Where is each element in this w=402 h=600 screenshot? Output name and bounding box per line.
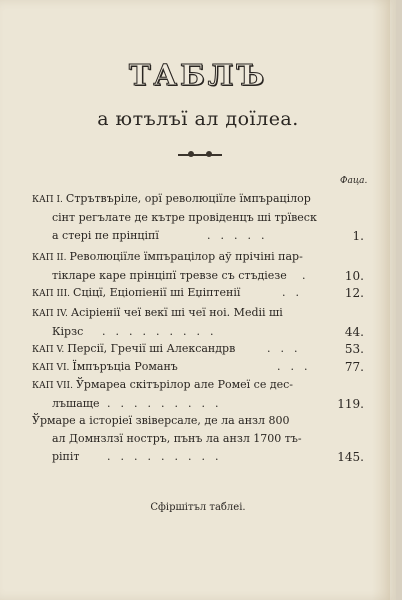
- toc-entry: [32, 248, 364, 285]
- entry-line: Ўрмареа скітърілор але Ромеї се дес-: [75, 378, 294, 391]
- leader-dots: ...: [267, 342, 308, 355]
- toc-entry: [32, 412, 364, 466]
- page-number: 77.: [344, 360, 364, 374]
- toc-entry: [32, 284, 364, 303]
- entry-line: лъшаще: [52, 397, 100, 410]
- chapter-label: КАП ІІ.: [32, 253, 67, 263]
- entry-line: Сціцї, Еціопіенії ші Еџіптенії: [73, 286, 241, 299]
- chapter-label: КАП ІV.: [32, 309, 68, 319]
- toc-entry: [32, 376, 364, 413]
- entry-line: тікларе каре прінціпї тревзе съ стъдіезе: [52, 269, 287, 282]
- page-title: ТАБЛЪ: [128, 58, 268, 92]
- toc-entry: [32, 304, 364, 341]
- entry-line: Персії, Гречії ші Александрв: [67, 342, 236, 355]
- leader-dots: .: [302, 269, 316, 282]
- entry-line: сінт регълате де кътре провіденцъ ші трївеск: [52, 211, 317, 224]
- page-number: 1.: [352, 229, 364, 243]
- leader-dots: .........: [107, 397, 229, 410]
- entry-line: а стері пе прінціпї: [52, 229, 159, 242]
- toc-entry: [32, 190, 364, 245]
- page-subtitle: а ютълъї ал доїлеа.: [97, 108, 299, 130]
- toc-entry: [32, 340, 364, 359]
- entry-line: Ўрмаре а історіеї звіверсале, де ла анзл 800: [32, 414, 290, 427]
- entry-line: ал Домнзлзї ностръ, пънъ ла анзл 1700 тъ-: [52, 432, 302, 445]
- page-number: 145.: [337, 450, 364, 464]
- ornament-divider-icon: [178, 151, 222, 159]
- chapter-label: КАП VІІ.: [32, 381, 73, 391]
- entry-line: Стрътвъріле, орї революціїле їмпърацілор: [65, 192, 311, 205]
- leader-dots: .........: [102, 325, 224, 338]
- entry-line: Їмпъръціа Романъ: [72, 360, 178, 373]
- chapter-label: КАП VІ.: [32, 363, 70, 373]
- entry-line: Революціїле їмпърацілор аў прічіні пар-: [69, 250, 303, 263]
- leader-dots: ..: [282, 286, 309, 299]
- entry-line: Асіріенії чеї векї ші чеї ноі. Medіі ші: [70, 306, 283, 319]
- page-number: 53.: [344, 342, 364, 356]
- toc-entry: [32, 358, 364, 377]
- page-number: 10.: [344, 269, 364, 283]
- leader-dots: .........: [107, 450, 229, 463]
- page-column-header: Фаца.: [340, 176, 368, 186]
- chapter-label: КАП І.: [32, 195, 63, 205]
- entry-line: ріпіт: [52, 450, 80, 463]
- entry-line: Кірзс: [52, 325, 84, 338]
- chapter-label: КАП V.: [32, 345, 65, 355]
- page-number: 119.: [337, 397, 364, 411]
- page-number: 44.: [344, 325, 364, 339]
- leader-dots: .....: [207, 229, 275, 242]
- leader-dots: ...: [277, 360, 318, 373]
- page-footer: Сфіршітъл таблеі.: [150, 502, 246, 513]
- chapter-label: КАП ІІІ.: [32, 289, 71, 299]
- page-number: 12.: [344, 286, 364, 300]
